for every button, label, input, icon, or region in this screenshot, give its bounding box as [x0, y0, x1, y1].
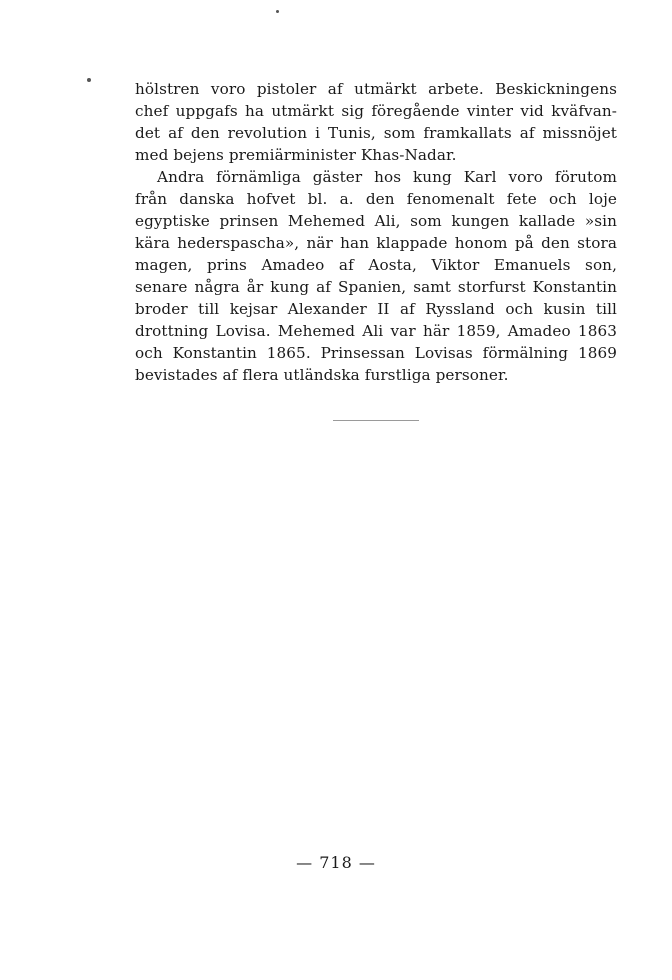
text-line: med bejens premiärminister Khas-Nadar. — [135, 146, 457, 164]
page-number: — 718 — — [296, 853, 376, 872]
text-line: bevistades af flera utländska furstliga personer. — [135, 366, 509, 384]
section-divider — [333, 420, 419, 421]
paragraph-2 — [135, 166, 617, 386]
text-line: hölstren voro pistoler af utmärkt arbete. Beskickningens — [135, 80, 617, 98]
text-line: senare några år kung af Spanien, samt storfurst Konstantin — [135, 278, 617, 296]
print-speck — [87, 78, 91, 82]
text-line: från danska hofvet bl. a. den fenomenalt fete och loje — [135, 190, 617, 208]
text-line: egyptiske prinsen Mehemed Ali, som kungen kallade »sin — [135, 212, 617, 230]
print-speck — [276, 10, 279, 13]
text-line: broder till kejsar Alexander II af Ryssland och kusin till — [135, 300, 617, 318]
text-line: och Konstantin 1865. Prinsessan Lovisas förmälning 1869 — [135, 344, 617, 362]
text-line: det af den revolution i Tunis, som framkallats af missnöjet — [135, 124, 617, 142]
text-line: kära hederspascha», när han klappade honom på den stora — [135, 234, 617, 252]
text-line: chef uppgafs ha utmärkt sig föregående vinter vid kväfvan- — [135, 102, 617, 120]
paragraph-1 — [135, 78, 617, 166]
text-line: Andra förnämliga gäster hos kung Karl voro förutom — [157, 168, 617, 186]
body-text — [135, 78, 617, 386]
text-line: magen, prins Amadeo af Aosta, Viktor Emanuels son, — [135, 256, 617, 274]
text-line: drottning Lovisa. Mehemed Ali var här 1859, Amadeo 1863 — [135, 322, 617, 340]
